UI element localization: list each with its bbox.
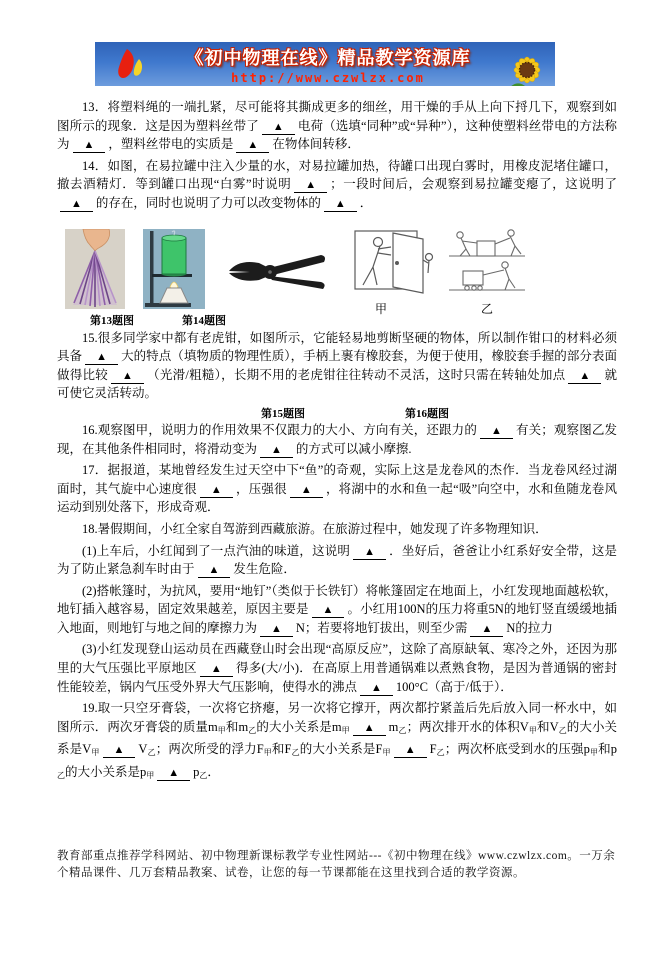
jia-label: 甲 [375,301,388,316]
text-run: 16.观察图甲，说明力的作用效果不仅跟力的大小、方向有关，还跟力的 [82,422,477,437]
text-run: (2)搭帐篷时，为抗风，要用“地钉”（类似于长铁钉）将帐篷固定在地面上，小红发现地面越松软，地钉插入越容易，固定效果越差，原因主要是 [57,583,617,617]
subscript-label: 乙 [558,725,567,735]
answer-blank: ▲ [394,743,427,758]
question-14 [57,157,617,213]
text-run: F [429,742,437,757]
answer-blank: ▲ [480,424,513,439]
text-run: 15.很多同学家中都有老虎钳，如图所示，它能轻易地剪断坚硬的物体，所以制作钳口的材料必须具备 [57,330,617,364]
answer-blank: ▲ [294,178,327,193]
subscript-label: 乙 [291,748,300,758]
subscript-label: 甲 [263,748,272,758]
text-run: ；两次排开水的体积V [406,719,529,734]
text-run: 19.取一只空牙膏袋，一次将它挤瘪，另一次将它撑开，两次都拧紧盖后先后放入同一杯水中，如图所示．两次牙膏袋的质量m [57,701,617,734]
subscript-label: 乙 [147,748,156,758]
question-18-part3 [57,640,617,696]
text-run: m [388,719,399,734]
text-run: N；若要将地钉拔出，则至少需 [295,620,468,635]
text-run: ．坐好后，爸爸让小红系好安全带，这是为了防止紧急刹车时由于 [57,543,617,577]
text-run: 17．据报道，某地曾经发生过天空中下“鱼”的奇观，实际上这是龙卷风的杰作．当龙卷风经过湖面时，其气旋中心速度很 [57,463,617,496]
text-run: ，塑料丝带电的实质是 [108,137,234,152]
text-run: 的大小关系是F [299,742,383,757]
answer-blank: ▲ [312,603,345,618]
answer-blank: ▲ [324,197,357,212]
answer-blank: ▲ [198,563,231,578]
answer-blank: ▲ [200,483,233,498]
answer-blank: ▲ [260,443,293,458]
figure-can-heating [143,229,205,314]
question-15 [57,329,617,403]
fig14-caption: 第14题图 [182,314,226,327]
yi-label: 乙 [480,301,493,316]
answer-blank: ▲ [60,197,93,212]
answer-blank: ▲ [260,622,293,637]
text-run: ，将湖中的水和鱼一起“吸”向空中，水和鱼随龙卷风运动到别处落下，形成奇观． [57,481,617,515]
banner-url: http://www.czwlzx.com [231,71,425,85]
answer-blank: ▲ [290,483,323,498]
flame-logo-icon [111,45,159,85]
answer-blank: ▲ [85,350,118,365]
text-run: V [138,742,148,757]
answer-blank: ▲ [353,545,386,560]
text-run: 的大小关系是m [256,719,342,734]
text-run: ；一段时间后，会观察到易拉罐变瘪了，这说明了 [330,177,617,192]
subscript-label: 乙 [398,725,407,735]
text-run: (1)上车后，小红闻到了一点汽油的味道，这说明 [82,543,351,558]
answer-blank: ▲ [157,766,190,781]
answer-blank: ▲ [470,622,503,637]
text-run: 14．如图，在易拉罐中注入少量的水，对易拉罐加热，待罐口出现白雾时，用橡皮泥堵住罐口，撤去酒精灯．等到罐口出现“白雾”时说明 [57,158,617,192]
worksheet-page [0,42,661,978]
figures-row [65,229,617,316]
text-run: 和V [537,719,559,734]
answer-blank: ▲ [103,743,136,758]
subscript-label: 乙 [199,771,208,781]
answer-blank: ▲ [200,662,233,677]
text-run: 的大小关系是V [57,719,618,757]
footer-promo-text: 教育部重点推荐学科网站、初中物理新课标教学专业性网站---《初中物理在线》www.czwlzx.com。一万余个精品课件、几万套精品教案、试卷，让您的每一节课都能在这里找到合适的教学资源。 [57,849,616,879]
text-run: 的存在，同时也说明了力可以改变物体的 [95,195,321,210]
text-run: 就可使它灵活转动。 [57,367,617,401]
subscript-label: 甲 [91,748,100,758]
sunflower-icon [501,46,553,86]
banner-title: 《初中物理在线》精品教学资源库 [185,48,471,68]
subscript-label: 甲 [589,748,599,758]
answer-blank: ▲ [262,120,295,135]
text-run: 和p [598,742,618,757]
text-run: 电荷（选填“同种”或“异种”），这种使塑料丝带电的方法称为 [57,118,617,152]
text-run: 。小红用100N的压力将重5N的地钉竖直缓缓地插入地面，则地钉与地之间的摩擦力为 [57,602,617,635]
subscript-label: 甲 [217,725,226,735]
text-run: （光滑/粗糙），长期不用的老虎钳往往转动不灵活，这时只需在转轴处加点 [146,367,566,382]
figure-door-push [353,229,437,317]
question-16 [57,421,617,458]
text-run: ． [359,195,373,210]
text-run: ． [207,765,220,780]
text-run: ，压强很 [235,481,287,496]
answer-blank: ▲ [568,369,601,384]
text-run: 有关；观察图乙发现，在其他条件相同时，将滑动变为 [57,422,617,456]
figure-captions-15-16 [57,404,617,418]
answer-blank: ▲ [360,681,393,696]
text-run: 发生危险． [233,562,296,577]
banner-text-block [173,44,483,85]
text-run: 在物体间转移． [272,137,360,152]
site-banner [95,42,555,86]
text-run: 大的特点（填物质的物理性质），手柄上裹有橡胶套，为便于使用，橡胶套手握的部分表面做得比较 [57,349,617,382]
subscript-label: 甲 [528,725,537,735]
question-17 [57,461,617,517]
question-18-part2 [57,582,617,638]
figure-captions-13-14 [80,311,617,326]
answer-blank: ▲ [236,138,269,153]
question-13 [57,98,617,154]
text-run: 的方式可以减小摩擦. [295,441,412,456]
subscript-label: 乙 [57,771,65,781]
subscript-label: 乙 [248,725,257,735]
text-run: 的大小关系是p [65,765,147,780]
answer-blank: ▲ [73,138,106,153]
text-run: 13．将塑料绳的一端扎紧，尽可能将其撕成更多的细丝，用干燥的手从上向下捋几下，观察到如图所示的现象．这是因为塑料丝带了 [57,100,617,133]
answer-blank: ▲ [353,721,386,736]
text-run: p [193,765,200,780]
fig13-caption: 第13题图 [90,314,134,327]
fig16-caption: 第16题图 [405,407,449,420]
text-run: N的拉力 [506,620,553,635]
question-18 [57,520,617,539]
figure-pliers [225,251,329,298]
text-run: (3)小红发现登山运动员在西藏登山时会出现“高原反应”，这除了高原缺氧、寒冷之外，还因为那里的大气压强比平原地区 [57,642,617,676]
subscript-label: 乙 [436,748,445,758]
text-run: 18.暑假期间，小红全家自驾游到西藏旅游。在旅游过程中，她发现了许多物理知识． [82,521,548,536]
answer-blank: ▲ [111,369,144,384]
text-run: 和m [225,719,249,734]
fig15-caption: 第15题图 [261,407,305,420]
text-run: 得多(大/小)．在高原上用普通锅难以煮熟食物，是因为普通锅的密封性能较差，锅内气压受外界大气压影响，使得水的沸点 [57,661,617,694]
text-run: 100°C（高于/低于）． [395,679,513,694]
subscript-label: 甲 [341,725,350,735]
figure-plastic-strips [65,229,125,314]
text-run: ；两次杯底受到水的压强p [444,742,590,757]
text-run: 和F [271,742,292,757]
question-18-part1 [57,542,617,579]
figure-friction-scenes [447,229,527,317]
subscript-label: 甲 [146,771,155,781]
subscript-label: 甲 [382,748,391,758]
question-19 [57,699,617,785]
text-run: ；两次所受的浮力F [155,742,264,757]
